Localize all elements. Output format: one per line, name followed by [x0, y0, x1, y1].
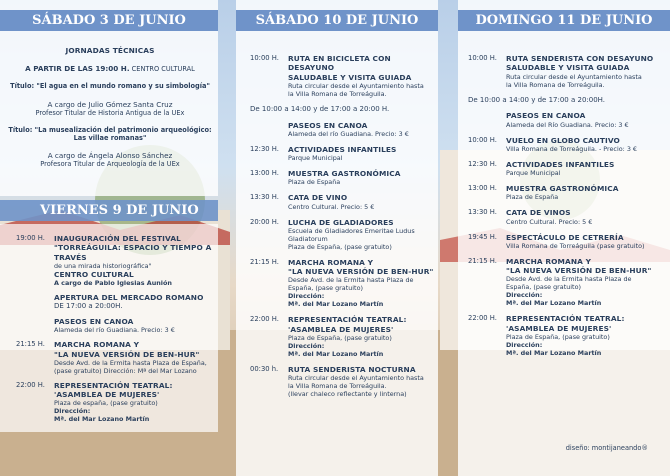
event-line: VUELO EN GLOBO CAUTIVO [506, 135, 620, 145]
event-line: Ruta circular desde el Ayuntamiento hasta [288, 374, 424, 382]
event-line: APERTURA DEL MERCADO ROMANO [54, 293, 204, 302]
event-line: REPRESENTACIÓN TEATRAL: [506, 314, 625, 324]
event-line: Plaza de España, (pase gratuito) [288, 242, 392, 251]
event-time: 22:00 H. [250, 315, 279, 324]
event-line: MARCHA ROMANA Y [506, 256, 592, 266]
column-sat10 [250, 54, 436, 405]
event [16, 317, 216, 334]
event-line: Villa Romana de Torreáguila. - Precio: 3 € [506, 144, 637, 153]
header-fri9: VIERNES 9 DE JUNIO [0, 200, 218, 221]
event-time: 00:30 h. [250, 364, 279, 373]
sat3-from: A PARTIR DE LAS 19:00 H. [25, 64, 130, 74]
event-line: MUESTRA GASTRONÓMICA [506, 184, 619, 193]
event-line: Desde Avd. de la Ermita hasta Plaza de España, [54, 358, 207, 367]
event-line: Mª. del Mar Lozano Martín [288, 349, 384, 358]
event-time: 13:00 H. [468, 184, 497, 192]
sat3-talk1-by: A cargo de Julio Gómez Santa Cruz [47, 99, 173, 109]
event [468, 54, 664, 89]
event [250, 218, 436, 251]
event-line: ACTIVIDADES INFANTILES [288, 144, 397, 154]
event [250, 315, 436, 358]
event-line: RUTA SENDERISTA CON DESAYUNO [506, 54, 654, 63]
event-line: "LA NUEVA VERSIÓN DE BEN-HUR" [506, 266, 652, 275]
event [250, 105, 436, 114]
column-sun11 [468, 54, 664, 364]
event-line: Escuela de Gladiadores Emeritae Ludus Gladiatorum [288, 226, 415, 243]
event [16, 381, 216, 424]
event-line: de una mirada historiográfica" [54, 261, 152, 270]
event-line: REPRESENTACIÓN TEATRAL: [288, 315, 407, 325]
event-time: 10:00 H. [468, 54, 497, 62]
event-line: Dirección: [288, 341, 325, 350]
event-line: (pase gratuito) Dirección: Mª del Mar Lozano [54, 366, 197, 375]
sat3-from-place: CENTRO CULTURAL [131, 65, 195, 74]
event-line: MUESTRA GASTRONÓMICA [288, 169, 401, 178]
event [16, 293, 216, 311]
event [250, 54, 436, 98]
event [250, 365, 436, 398]
event-line: Parque Municipal [506, 169, 561, 177]
event-line: PASEOS EN CANOA [288, 120, 368, 130]
event-line: Dirección: [506, 291, 543, 300]
event-line: INAUGURACIÓN DEL FESTIVAL [54, 234, 181, 243]
event-line: "LA NUEVA VERSIÓN DE BEN-HUR" [54, 349, 200, 359]
event-line: ACTIVIDADES INFANTILES [506, 159, 615, 169]
event-time: 20:00 H. [250, 217, 279, 226]
event [250, 193, 436, 210]
event-time: 13:30 H. [468, 208, 497, 217]
event [250, 145, 436, 162]
event-time: 19:00 H. [16, 234, 45, 242]
event-line: A cargo de Pablo Iglesias Aunión [54, 279, 172, 287]
event-line: PASEOS EN CANOA [506, 111, 586, 121]
event [468, 257, 664, 308]
event [468, 136, 664, 153]
sat3-talk2-by: A cargo de Ángela Alonso Sánchez [47, 151, 173, 161]
event-line: Dirección: [54, 407, 91, 416]
column-fri9 [16, 234, 216, 429]
event-line: Ruta circular desde el Ayuntamiento hasta [506, 72, 642, 81]
event-line: la Villa Romana de Torreáguila. [506, 80, 605, 89]
event-line: Plaza de España, (pase gratuito) [288, 333, 392, 342]
event-time: 21:15 H. [468, 256, 497, 265]
event [250, 121, 436, 138]
event-line: 'ASAMBLEA DE MUJERES' [54, 390, 160, 399]
event-line: Mª. del Mar Lozano Martín [506, 299, 602, 308]
event-line: "TORREÁGUILA: ESPACIO Y TIEMPO A TRAVÉS [54, 243, 212, 262]
event-line: Plaza de españa, (pase gratuito) [54, 399, 158, 408]
event-line: RUTA EN BICICLETA CON DESAYUNO [288, 54, 391, 73]
event-time: 13:00 H. [250, 169, 279, 177]
event-line: España, (pase gratuito) [288, 284, 363, 293]
event-time: 13:30 H. [250, 193, 279, 202]
event-line: De 10:00 a 14:00 y de 17:00 a 20:00 H. [250, 104, 390, 113]
event-time: 10:00 H. [250, 54, 279, 62]
event [250, 258, 436, 309]
event-line: Centro Cultural. Precio: 5 € [506, 217, 593, 226]
event-line: CENTRO CULTURAL [54, 269, 134, 279]
event [468, 96, 664, 105]
sat3-talk2a: Título: "La musealización del patrimonio arqueológico: [8, 125, 212, 134]
event-line: (llevar chaleco reflectante y linterna) [288, 390, 407, 398]
event-line: De 10:00 a 14:00 y de 17:00 a 20:00H. [468, 95, 606, 104]
event-time: 21:15 H. [16, 340, 45, 349]
sat3-talk1: Título: "El agua en el mundo romano y su simbología" [10, 82, 210, 91]
event-line: la Villa Romana de Torreáguila. [288, 382, 387, 390]
event-time: 10:00 H. [468, 135, 497, 144]
event-line: Plaza de España [506, 193, 559, 202]
sat3-talk2-role: Profesora Titular de Arqueología de la UEx [40, 160, 180, 169]
event-line: Mª. del Mar Lozano Martín [288, 300, 384, 309]
event [468, 184, 664, 201]
event-line: MARCHA ROMANA Y [54, 340, 140, 350]
event [16, 234, 216, 287]
event-line: Ruta circular desde el Ayuntamiento hasta [288, 81, 424, 90]
event-line: LUCHA DE GLADIADORES [288, 217, 394, 227]
event-time: 22:00 H. [468, 314, 497, 323]
event-time: 21:15 H. [250, 257, 279, 266]
event-time: 22:00 H. [16, 380, 45, 389]
event [250, 169, 436, 186]
event-line: 'ASAMBLEA DE MUJERES' [506, 323, 612, 333]
event [468, 233, 664, 250]
event [468, 160, 664, 177]
event-line: Parque Municipal [288, 154, 343, 162]
event-line: Mª. del Mar Lozano Martín [506, 348, 602, 357]
event-time: 19:45 H. [468, 232, 497, 241]
header-sun11: DOMINGO 11 DE JUNIO [458, 10, 670, 31]
event-line: 'ASAMBLEA DE MUJERES' [288, 324, 394, 334]
event-line: Desde Avd. de la Ermita hasta Plaza de [288, 276, 414, 285]
event-line: Centro Cultural. Precio: 5 € [288, 202, 375, 211]
event [468, 111, 664, 128]
event-time: 12:30 H. [468, 159, 497, 168]
column-sat3 [6, 46, 214, 169]
event-line: la Villa Romana de Torreáguila. [288, 89, 387, 98]
event-line: MARCHA ROMANA Y [288, 257, 374, 267]
event-line: España, (pase gratuito) [506, 283, 581, 292]
event-line: Plaza de España [288, 178, 341, 187]
event-line: Villa Romana de Torreáguila (pase gratuito) [506, 241, 645, 250]
event-line: REPRESENTACIÓN TEATRAL: [54, 380, 173, 390]
design-credit: diseño: montijaneando® [565, 444, 648, 452]
header-sat3: SÁBADO 3 DE JUNIO [0, 10, 218, 31]
event-line: PASEOS EN CANOA [54, 317, 134, 326]
event-line: SALUDABLE Y VISITA GUIADA [288, 72, 412, 82]
event-line: Alameda del río Guadiana. Precio: 3 € [288, 129, 409, 138]
event-line: Alameda del Río Guadiana. Precio: 3 € [506, 120, 629, 129]
event-line: SALUDABLE Y VISITA GUIADA [506, 63, 630, 73]
event-line: RUTA SENDERISTA NOCTURNA [288, 364, 416, 374]
event-line: Desde Avd. de la Ermita hasta Plaza de [506, 275, 632, 284]
event-line: Mª. del Mar Lozano Martín [54, 415, 150, 424]
event [468, 314, 664, 357]
event-line: CATA DE VINOS [506, 208, 571, 218]
event-line: DE 17:00 a 20:00H. [54, 302, 123, 311]
event [16, 340, 216, 375]
sat3-title: JORNADAS TÉCNICAS [65, 46, 155, 55]
event-line: CATA DE VINO [288, 193, 348, 203]
event-line: Alameda del río Guadiana. Precio: 3 € [54, 326, 175, 335]
event [468, 208, 664, 225]
event-line: Plaza de España, (pase gratuito) [506, 332, 610, 341]
event-line: Dirección: [288, 292, 325, 301]
header-sat10: SÁBADO 10 DE JUNIO [236, 10, 438, 31]
event-time: 12:30 H. [250, 144, 279, 153]
sat3-talk1-role: Profesor Titular de Historia Antigua de la UEx [35, 108, 185, 117]
event-line: "LA NUEVA VERSIÓN DE BEN-HUR" [288, 267, 434, 276]
sat3-talk2b: Las villae romanas" [73, 134, 147, 143]
event-line: Dirección: [506, 340, 543, 349]
event-line: ESPECTÁCULO DE CETRERÍA [506, 232, 624, 242]
